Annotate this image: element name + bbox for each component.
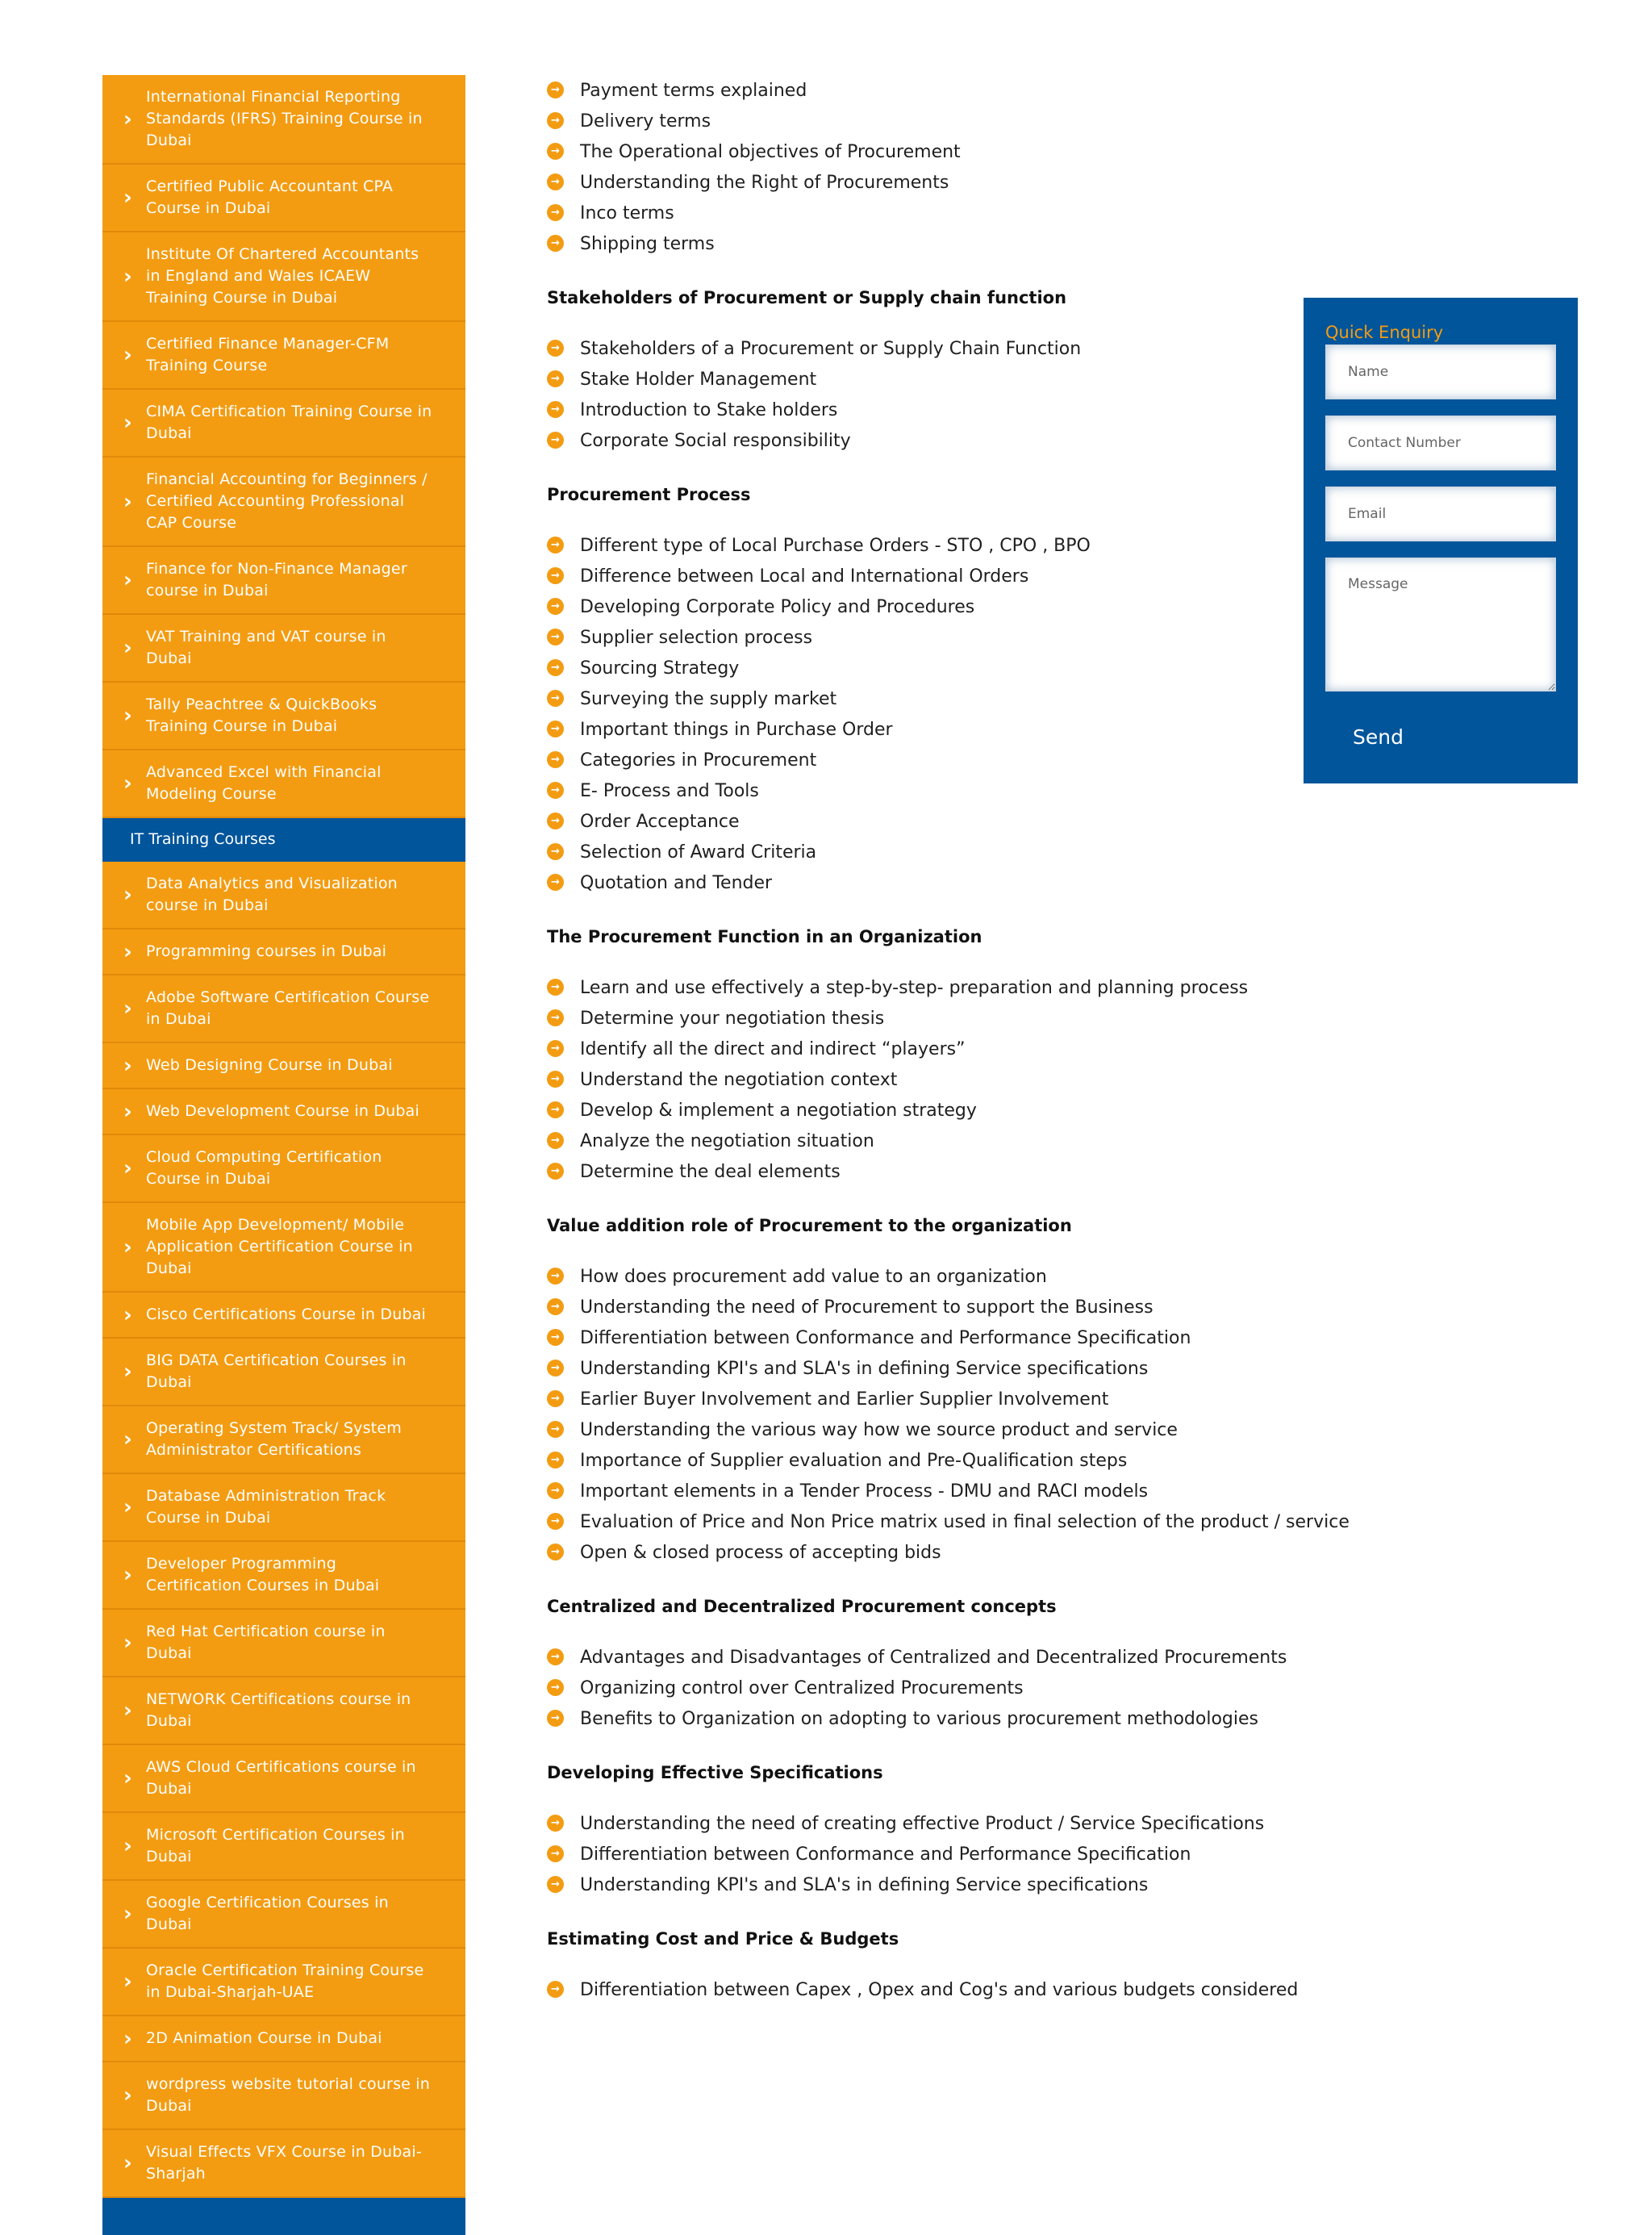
topic-text: Earlier Buyer Involvement and Earlier Supplier Involvement	[580, 1389, 1109, 1410]
topic-text: The Operational objectives of Procurement	[580, 142, 961, 162]
topic-list-item	[547, 426, 1297, 457]
topic-list-item	[547, 395, 1297, 426]
sidebar-item-label: Google Certification Courses in Dubai	[146, 1894, 389, 1933]
arrow-right-circle-icon: →	[547, 370, 564, 387]
section-heading: Developing Effective Specifications	[547, 1763, 883, 1782]
sidebar-item-label: NETWORK Certifications course in Dubai	[146, 1690, 411, 1730]
sidebar-item-label: Certified Public Accountant CPA Course in Dubai	[146, 178, 394, 217]
sidebar-item-label: Institute Of Chartered Accountants in England and Wales ICAEW Training Course in Dubai	[146, 245, 419, 307]
arrow-right-circle-icon: →	[547, 1163, 564, 1180]
topic-list-item	[547, 654, 1297, 684]
arrow-right-circle-icon: →	[547, 721, 564, 737]
chevron-right-icon: ›	[123, 996, 132, 1021]
topic-list-item	[547, 1096, 1297, 1126]
sidebar-it-course-item[interactable]	[102, 975, 465, 1043]
arrow-right-circle-icon: →	[547, 874, 564, 891]
sidebar-it-course-item[interactable]	[102, 1043, 465, 1089]
topic-text: Understanding KPI's and SLA's in defining Service specifications	[580, 1359, 1149, 1379]
topic-list-item	[547, 1354, 1297, 1385]
chevron-right-icon: ›	[123, 1970, 132, 1994]
topic-list-item	[547, 334, 1297, 365]
arrow-right-circle-icon: →	[547, 1360, 564, 1377]
name-input[interactable]	[1325, 345, 1556, 399]
sidebar-item-label: Red Hat Certification course in Dubai	[146, 1623, 386, 1662]
sidebar-item-label: Cloud Computing Certification Course in Dubai	[146, 1148, 382, 1188]
chevron-right-icon: ›	[123, 2083, 132, 2108]
sidebar-item-label: Web Development Course in Dubai	[146, 1102, 419, 1120]
topic-list-item	[547, 1840, 1297, 1870]
arrow-right-circle-icon: →	[547, 401, 564, 418]
section-heading: Centralized and Decentralized Procurement concepts	[547, 1597, 1057, 1616]
topic-text: Stake Holder Management	[580, 370, 817, 390]
section-topic-list	[547, 1809, 1297, 1901]
section-topic-list	[547, 531, 1297, 899]
outline-sections	[547, 287, 1350, 2006]
sidebar-item-label: Cisco Certifications Course in Dubai	[146, 1305, 427, 1323]
topic-text: Quotation and Tender	[580, 873, 773, 893]
topic-list-item	[547, 1323, 1297, 1354]
topic-list-item	[547, 1673, 1297, 1704]
topic-list-item	[547, 1126, 1297, 1157]
chevron-right-icon: ›	[123, 1902, 132, 1926]
arrow-right-circle-icon: →	[547, 1329, 564, 1346]
topic-list-item	[547, 1157, 1297, 1188]
arrow-right-circle-icon: →	[547, 629, 564, 645]
arrow-right-circle-icon: →	[547, 1679, 564, 1696]
topic-text: Benefits to Organization on adopting to various procurement methodologies	[580, 1709, 1258, 1729]
topic-text: Delivery terms	[580, 111, 711, 132]
sidebar-it-course-item[interactable]	[102, 1339, 465, 1406]
topic-list-item	[547, 1293, 1297, 1323]
sidebar-item-label: Finance for Non-Finance Manager course in Dubai	[146, 560, 407, 599]
topic-list-item	[547, 531, 1297, 562]
chevron-right-icon: ›	[123, 1302, 132, 1327]
arrow-right-circle-icon: →	[547, 1544, 564, 1560]
section-topic-list	[547, 334, 1297, 457]
sidebar-footer-bar	[102, 2198, 465, 2235]
topic-text: Differentiation between Conformance and Performance Specification	[580, 1844, 1191, 1865]
section-heading: The Procurement Function in an Organization	[547, 927, 982, 946]
topic-list-item	[547, 838, 1297, 868]
arrow-right-circle-icon: →	[547, 1452, 564, 1468]
sidebar-it-course-item[interactable]	[102, 1813, 465, 1881]
arrow-right-circle-icon: →	[547, 1845, 564, 1862]
sidebar-item-label: Certified Finance Manager-CFM Training Course	[146, 335, 390, 374]
arrow-right-circle-icon: →	[547, 537, 564, 554]
sidebar-finance-course-item[interactable]	[102, 683, 465, 750]
chevron-right-icon: ›	[123, 1834, 132, 1858]
topic-text: Important things in Purchase Order	[580, 720, 893, 740]
section-heading: Procurement Process	[547, 485, 751, 504]
topic-text: Understand the negotiation context	[580, 1070, 898, 1090]
arrow-right-circle-icon: →	[547, 1981, 564, 1998]
topic-text: Open & closed process of accepting bids	[580, 1543, 941, 1563]
message-textarea[interactable]	[1325, 558, 1556, 691]
sidebar-it-course-item[interactable]	[102, 1474, 465, 1542]
topic-text: Evaluation of Price and Non Price matrix used in final selection of the product / service	[580, 1512, 1350, 1532]
sidebar-finance-course-item[interactable]	[102, 457, 465, 547]
chevron-right-icon: ›	[123, 1766, 132, 1790]
chevron-right-icon: ›	[123, 1099, 132, 1124]
sidebar-it-course-item[interactable]	[102, 1610, 465, 1677]
sidebar-it-course-item[interactable]	[102, 2130, 465, 2198]
chevron-right-icon: ›	[123, 1053, 132, 1078]
arrow-right-circle-icon: →	[547, 1815, 564, 1832]
chevron-right-icon: ›	[123, 1427, 132, 1452]
topic-list-item	[547, 76, 1297, 107]
sidebar-finance-course-item[interactable]	[102, 390, 465, 457]
arrow-right-circle-icon: →	[547, 1390, 564, 1407]
chevron-right-icon: ›	[123, 264, 132, 289]
sidebar-it-course-item[interactable]	[102, 1406, 465, 1474]
sidebar-item-label: Database Administration Track Course in Dubai	[146, 1487, 386, 1527]
sidebar-finance-course-item[interactable]	[102, 322, 465, 390]
sidebar-it-course-item[interactable]	[102, 1542, 465, 1610]
topic-text: Different type of Local Purchase Orders - STO , CPO , BPO	[580, 536, 1091, 556]
topic-text: Develop & implement a negotiation strategy	[580, 1101, 977, 1121]
finance-course-list	[102, 75, 465, 818]
chevron-right-icon: ›	[123, 1563, 132, 1587]
topic-list-item	[547, 684, 1297, 715]
topic-text: E- Process and Tools	[580, 781, 759, 801]
sidebar-it-course-item[interactable]	[102, 862, 465, 930]
sidebar-finance-course-item[interactable]	[102, 165, 465, 232]
sidebar-item-label: Mobile App Development/ Mobile Application Certification Course in Dubai	[146, 1216, 413, 1277]
sidebar-item-label: Web Designing Course in Dubai	[146, 1056, 393, 1074]
topic-text: Order Acceptance	[580, 812, 740, 832]
arrow-right-circle-icon: →	[547, 1710, 564, 1727]
it-course-list	[102, 862, 465, 2198]
chevron-right-icon: ›	[123, 1495, 132, 1519]
topic-text: Differentiation between Conformance and Performance Specification	[580, 1328, 1191, 1348]
topic-text: Determine the deal elements	[580, 1162, 841, 1182]
topic-text: Advantages and Disadvantages of Centralized and Decentralized Procurements	[580, 1648, 1287, 1668]
topic-list-item	[547, 137, 1297, 168]
chevron-right-icon: ›	[123, 1156, 132, 1180]
topic-list-item	[547, 1004, 1297, 1034]
topic-text: Payment terms explained	[580, 81, 807, 101]
topic-list-item	[547, 168, 1297, 198]
topic-text: Stakeholders of a Procurement or Supply Chain Function	[580, 339, 1082, 359]
topic-text: Inco terms	[580, 203, 674, 224]
topic-list-item	[547, 198, 1297, 229]
arrow-right-circle-icon: →	[547, 1101, 564, 1118]
chevron-right-icon: ›	[123, 1698, 132, 1723]
arrow-right-circle-icon: →	[547, 782, 564, 799]
arrow-right-circle-icon: →	[547, 112, 564, 129]
arrow-right-circle-icon: →	[547, 1298, 564, 1315]
topic-text: Understanding the need of Procurement to support the Business	[580, 1297, 1153, 1318]
arrow-right-circle-icon: →	[547, 173, 564, 190]
topic-list-item	[547, 1870, 1297, 1901]
email-input[interactable]	[1325, 487, 1556, 541]
chevron-right-icon: ›	[123, 107, 132, 132]
arrow-right-circle-icon: →	[547, 813, 564, 829]
chevron-right-icon: ›	[123, 411, 132, 435]
sidebar-item-label: VAT Training and VAT course in Dubai	[146, 628, 386, 667]
sidebar-finance-course-item[interactable]	[102, 75, 465, 165]
chevron-right-icon: ›	[123, 489, 132, 514]
topic-text: Organizing control over Centralized Procurements	[580, 1678, 1024, 1698]
arrow-right-circle-icon: →	[547, 1132, 564, 1149]
arrow-right-circle-icon: →	[547, 1268, 564, 1285]
sidebar-it-course-item[interactable]	[102, 1135, 465, 1203]
sidebar-item-label: Financial Accounting for Beginners / Certified Accounting Professional CAP Course	[146, 470, 428, 532]
topic-list-item	[547, 562, 1297, 592]
topic-list-item	[547, 746, 1297, 776]
sidebar-it-course-item[interactable]	[102, 2016, 465, 2062]
section-topic-list	[547, 1975, 1297, 2006]
topic-list-item	[547, 776, 1297, 807]
arrow-right-circle-icon: →	[547, 690, 564, 707]
sidebar-it-course-item[interactable]	[102, 1089, 465, 1135]
chevron-right-icon: ›	[123, 704, 132, 728]
arrow-right-circle-icon: →	[547, 340, 564, 357]
topic-list-item	[547, 1034, 1297, 1065]
topic-text: Understanding the various way how we source product and service	[580, 1420, 1178, 1440]
topic-text: Supplier selection process	[580, 628, 813, 648]
topic-list-item	[547, 623, 1297, 654]
topic-list-item	[547, 868, 1297, 899]
section-heading: Stakeholders of Procurement or Supply chain function	[547, 288, 1067, 307]
sidebar-it-course-item[interactable]	[102, 1949, 465, 2016]
topic-list-item	[547, 1975, 1297, 2006]
topic-text: Corporate Social responsibility	[580, 431, 851, 451]
topic-list-item	[547, 1507, 1350, 1538]
section-topic-list	[547, 973, 1297, 1188]
send-button[interactable]: Send	[1325, 712, 1430, 761]
sidebar-item-label: Adobe Software Certification Course in Dubai	[146, 988, 430, 1028]
topic-text: Developing Corporate Policy and Procedures	[580, 597, 975, 617]
sidebar-item-label: Microsoft Certification Courses in Dubai	[146, 1826, 405, 1865]
topic-list-item	[547, 1415, 1297, 1446]
sidebar-item-label: Advanced Excel with Financial Modeling Course	[146, 763, 382, 803]
topic-list-item	[547, 365, 1297, 395]
sidebar-item-label: Data Analytics and Visualization course in Dubai	[146, 875, 398, 914]
topic-text: Understanding KPI's and SLA's in defining Service specifications	[580, 1875, 1149, 1895]
sidebar-it-course-item[interactable]	[102, 1745, 465, 1813]
topic-list-item	[547, 1704, 1297, 1735]
chevron-right-icon: ›	[123, 939, 132, 964]
topic-text: Identify all the direct and indirect “players”	[580, 1039, 966, 1059]
topic-text: Understanding the need of creating effective Product / Service Specifications	[580, 1814, 1265, 1834]
chevron-right-icon: ›	[123, 1360, 132, 1384]
section-heading: Value addition role of Procurement to the organization	[547, 1216, 1072, 1235]
contact-number-input[interactable]	[1325, 416, 1556, 470]
arrow-right-circle-icon: →	[547, 751, 564, 768]
arrow-right-circle-icon: →	[547, 235, 564, 252]
topic-list-item	[547, 1809, 1297, 1840]
course-sidebar	[102, 75, 465, 2235]
topic-list-item	[547, 1065, 1297, 1096]
arrow-right-circle-icon: →	[547, 1071, 564, 1088]
chevron-right-icon: ›	[123, 343, 132, 367]
topic-list-item	[547, 1643, 1297, 1673]
arrow-right-circle-icon: →	[547, 979, 564, 996]
sidebar-item-label: Programming courses in Dubai	[146, 942, 387, 960]
chevron-right-icon: ›	[123, 1234, 132, 1260]
arrow-right-circle-icon: →	[547, 1513, 564, 1530]
sidebar-it-course-item[interactable]	[102, 1677, 465, 1745]
topic-text: Determine your negotiation thesis	[580, 1009, 885, 1029]
chevron-right-icon: ›	[123, 771, 132, 796]
arrow-right-circle-icon: →	[547, 567, 564, 584]
topic-list-item	[547, 107, 1297, 137]
sidebar-finance-course-item[interactable]	[102, 615, 465, 683]
topic-list-item	[547, 807, 1297, 838]
topic-text: Differentiation between Capex , Opex and Cog's and various budgets considered	[580, 1980, 1299, 2000]
arrow-right-circle-icon: →	[547, 659, 564, 676]
topic-list-item	[547, 1385, 1297, 1415]
topic-text: Introduction to Stake holders	[580, 400, 838, 420]
topic-text: Shipping terms	[580, 234, 715, 254]
sidebar-item-label: CIMA Certification Training Course in Dubai	[146, 403, 432, 442]
topic-text: Understanding the Right of Procurements	[580, 173, 949, 193]
topic-text: Sourcing Strategy	[580, 658, 740, 679]
sidebar-item-label: Operating System Track/ System Administrator Certifications	[146, 1419, 402, 1459]
chevron-right-icon: ›	[123, 1631, 132, 1655]
sidebar-category-it-training[interactable]	[102, 818, 465, 862]
arrow-right-circle-icon: →	[547, 1421, 564, 1438]
arrow-right-circle-icon: →	[547, 598, 564, 615]
topic-list-item	[547, 1262, 1297, 1293]
topic-text: How does procurement add value to an organization	[580, 1267, 1047, 1287]
quick-enquiry-form	[1304, 298, 1578, 783]
chevron-right-icon: ›	[123, 2151, 132, 2175]
chevron-right-icon: ›	[123, 2026, 132, 2051]
sidebar-it-course-item[interactable]	[102, 2062, 465, 2130]
chevron-right-icon: ›	[123, 883, 132, 907]
arrow-right-circle-icon: →	[547, 1648, 564, 1665]
intro-topic-list	[547, 76, 1297, 260]
topic-list-item	[547, 715, 1297, 746]
sidebar-it-course-item[interactable]	[102, 1203, 465, 1293]
arrow-right-circle-icon: →	[547, 432, 564, 449]
topic-text: Categories in Procurement	[580, 750, 817, 771]
topic-text: Important elements in a Tender Process - DMU and RACI models	[580, 1481, 1149, 1502]
topic-text: Surveying the supply market	[580, 689, 837, 709]
course-outline	[547, 76, 1350, 2006]
chevron-right-icon: ›	[123, 636, 132, 660]
chevron-right-icon: ›	[123, 568, 132, 592]
topic-list-item	[547, 1538, 1297, 1569]
sidebar-item-label: Tally Peachtree & QuickBooks Training Course in Dubai	[146, 696, 378, 735]
arrow-right-circle-icon: →	[547, 204, 564, 221]
section-topic-list	[547, 1262, 1350, 1569]
sidebar-item-label: 2D Animation Course in Dubai	[146, 2029, 382, 2047]
sidebar-item-label: Developer Programming Certification Courses in Dubai	[146, 1555, 380, 1594]
sidebar-it-course-item[interactable]	[102, 930, 465, 975]
topic-text: Importance of Supplier evaluation and Pre-Qualification steps	[580, 1451, 1128, 1471]
arrow-right-circle-icon: →	[547, 1040, 564, 1057]
sidebar-item-label: wordpress website tutorial course in Dubai	[146, 2075, 431, 2115]
arrow-right-circle-icon: →	[547, 1482, 564, 1499]
section-topic-list	[547, 1643, 1297, 1735]
sidebar-item-label: BIG DATA Certification Courses in Dubai	[146, 1351, 407, 1391]
chevron-right-icon: ›	[123, 186, 132, 210]
sidebar-it-course-item[interactable]	[102, 1881, 465, 1949]
sidebar-item-label: Visual Effects VFX Course in Dubai-Sharjah	[146, 2143, 422, 2183]
topic-list-item	[547, 1477, 1297, 1507]
sidebar-finance-course-item[interactable]	[102, 547, 465, 615]
topic-list-item	[547, 1446, 1297, 1477]
arrow-right-circle-icon: →	[547, 1009, 564, 1026]
sidebar-item-label: International Financial Reporting Standards (IFRS) Training Course in Dubai	[146, 88, 423, 149]
topic-text: Analyze the negotiation situation	[580, 1131, 874, 1151]
topic-list-item	[547, 592, 1297, 623]
arrow-right-circle-icon: →	[547, 843, 564, 860]
sidebar-finance-course-item[interactable]	[102, 750, 465, 818]
sidebar-item-label: Oracle Certification Training Course in Dubai-Sharjah-UAE	[146, 1961, 424, 2001]
arrow-right-circle-icon: →	[547, 1876, 564, 1893]
topic-list-item	[547, 973, 1297, 1004]
topic-list-item	[547, 229, 1297, 260]
section-heading: Estimating Cost and Price & Budgets	[547, 1929, 899, 1949]
topic-text: Selection of Award Criteria	[580, 842, 817, 863]
sidebar-category-label: IT Training Courses	[130, 830, 276, 848]
arrow-right-circle-icon: →	[547, 143, 564, 160]
topic-text: Learn and use effectively a step-by-step- preparation and planning process	[580, 978, 1249, 998]
sidebar-item-label: AWS Cloud Certifications course in Dubai	[146, 1758, 416, 1798]
quick-enquiry-title: Quick Enquiry	[1325, 323, 1444, 342]
sidebar-it-course-item[interactable]	[102, 1293, 465, 1339]
arrow-right-circle-icon: →	[547, 81, 564, 98]
sidebar-finance-course-item[interactable]	[102, 232, 465, 322]
topic-text: Difference between Local and International Orders	[580, 566, 1029, 587]
